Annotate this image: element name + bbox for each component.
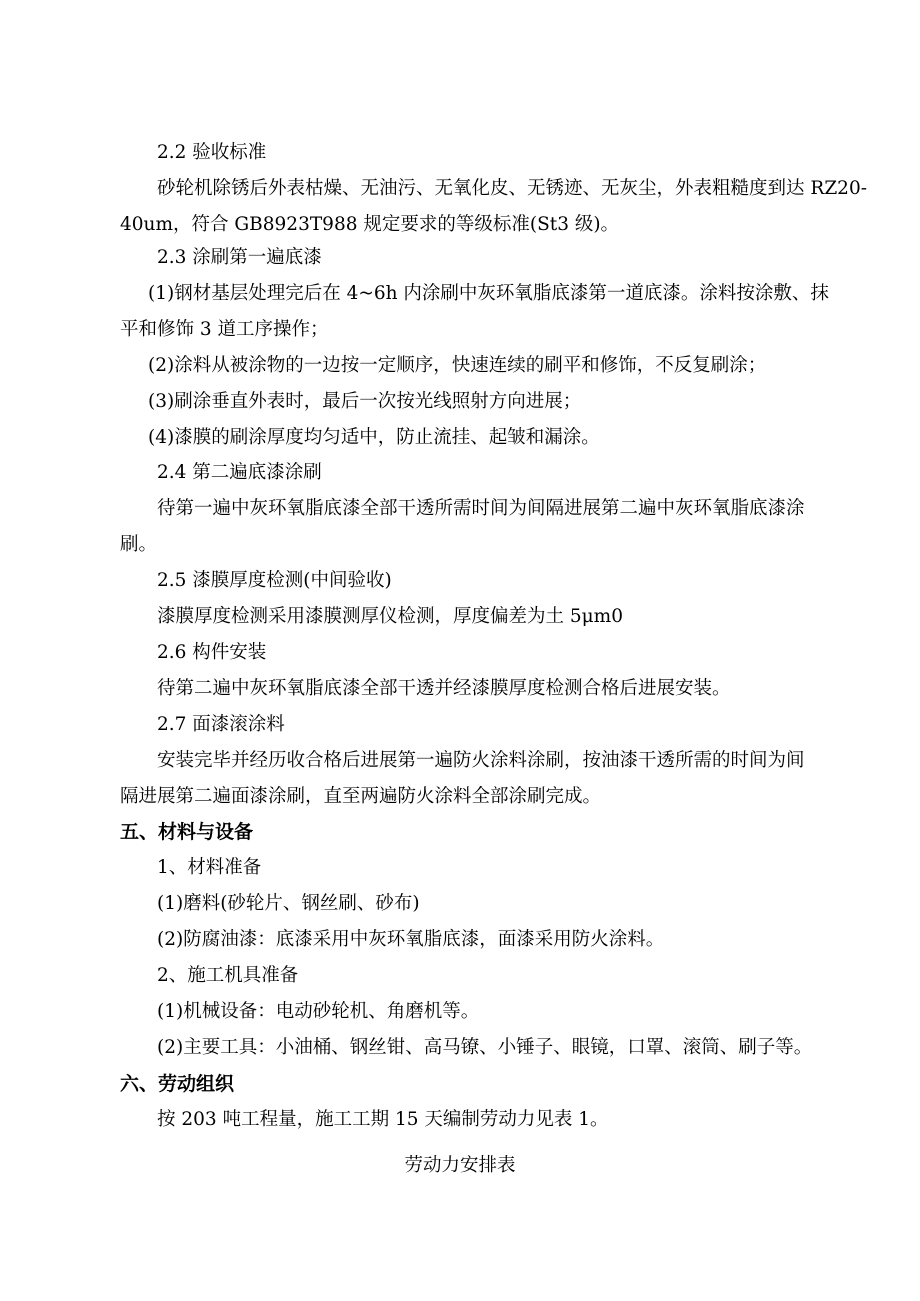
table-caption: 劳动力安排表	[404, 1155, 516, 1176]
section-5-1-item-1: (1)磨料(砂轮片、钢丝刷、砂布)	[157, 893, 420, 914]
section-5-2-item-1: (1)机械设备：电动砂轮机、角磨机等。	[157, 1001, 480, 1022]
section-2-7-paragraph-line-2: 隔进展第二遍面漆涂刷，直至两遍防火涂料全部涂刷完成。	[120, 786, 602, 807]
section-2-3-item-2: (2)涂料从被涂物的一边按一定顺序，快速连续的刷平和修饰，不反复刷涂；	[148, 355, 767, 376]
section-2-7-title: 2.7 面漆滚涂料	[157, 714, 285, 735]
section-2-4-paragraph-line-2: 刷。	[120, 534, 158, 555]
section-2-3-item-1-line-2: 平和修饰 3 道工序操作；	[120, 319, 329, 340]
section-2-5-title: 2.5 漆膜厚度检测(中间验收)	[157, 570, 392, 591]
section-5-heading: 五、材料与设备	[120, 821, 254, 843]
section-2-3-title: 2.3 涂刷第一遍底漆	[157, 247, 322, 268]
section-2-3-item-4: (4)漆膜的刷涂厚度均匀适中，防止流挂、起皱和漏涂。	[148, 427, 600, 448]
section-2-2-paragraph-line-1: 砂轮机除锈后外表枯燥、无油污、无氧化皮、无锈迹、无灰尘，外表粗糙度到达 RZ20-	[157, 178, 867, 199]
section-2-6-paragraph: 待第二遍中灰环氧脂底漆全部干透并经漆膜厚度检测合格后进展安装。	[157, 678, 731, 699]
section-5-1-item-2: (2)防腐油漆：底漆采用中灰环氧脂底漆，面漆采用防火涂料。	[157, 929, 665, 950]
section-5-2-item-2: (2)主要工具：小油桶、钢丝钳、高马镣、小锤子、眼镜，口罩、滚筒、刷子等。	[157, 1037, 813, 1058]
section-2-4-title: 2.4 第二遍底漆涂刷	[157, 462, 322, 483]
section-2-3-item-1-line-1: (1)钢材基层处理完后在 4~6h 内涂刷中灰环氧脂底漆第一道底漆。涂料按涂敷、抹	[148, 283, 829, 304]
section-2-7-paragraph-line-1: 安装完毕并经历收合格后进展第一遍防火涂料涂刷，按油漆干透所需的时间为间	[157, 750, 805, 771]
section-5-1-title: 1、材料准备	[157, 857, 262, 878]
section-6-paragraph: 按 203 吨工程量，施工工期 15 天编制劳动力见表 1。	[157, 1109, 609, 1130]
section-2-3-item-3: (3)刷涂垂直外表时，最后一次按光线照射方向进展；	[148, 391, 582, 412]
section-2-6-title: 2.6 构件安装	[157, 642, 267, 663]
section-6-heading: 六、劳动组织	[120, 1073, 235, 1095]
section-2-2-paragraph-line-2: 40um，符合 GB8923T988 规定要求的等级标准(St3 级)。	[120, 214, 620, 235]
section-2-5-paragraph: 漆膜厚度检测采用漆膜测厚仪检测，厚度偏差为土 5μm0	[157, 606, 623, 627]
section-2-2-title: 2.2 验收标准	[157, 142, 267, 163]
section-5-2-title: 2、施工机具准备	[157, 965, 299, 986]
section-2-4-paragraph-line-1: 待第一遍中灰环氧脂底漆全部干透所需时间为间隔进展第二遍中灰环氧脂底漆涂	[157, 498, 805, 519]
